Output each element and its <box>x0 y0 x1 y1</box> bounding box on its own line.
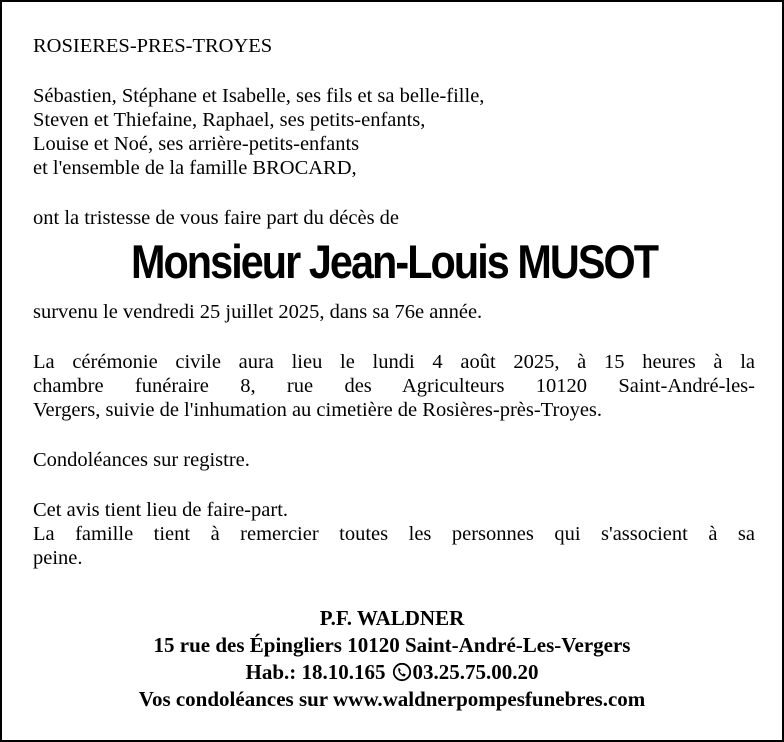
phone-icon <box>392 662 412 682</box>
family-line: Louise et Noé, ses arrière-petits-enfants <box>33 133 360 155</box>
notice-body <box>33 34 755 570</box>
family-block <box>33 84 755 180</box>
funeral-home-footer <box>2 605 782 713</box>
funeral-home-contact <box>2 659 782 686</box>
ceremony-line: Vergers, suivie de l'inhumation au cimetière de Rosières-près-Troyes. <box>33 399 603 421</box>
ceremony-block <box>33 350 755 422</box>
locality-line <box>33 34 755 58</box>
family-line: Steven et Thiefaine, Raphael, ses petits-enfants, <box>33 109 426 131</box>
locality: ROSIERES-PRES-TROYES <box>33 35 273 57</box>
family-line: Sébastien, Stéphane et Isabelle, ses fils et sa belle-fille, <box>33 85 485 107</box>
funeral-home-name: P.F. WALDNER <box>319 606 465 630</box>
condolences: Condoléances sur registre. <box>33 449 250 471</box>
deceased-name: Monsieur Jean-Louis MUSOT <box>130 235 658 288</box>
funeral-home-hours: Hab.: 18.10.165 <box>245 660 386 684</box>
condolences-block <box>33 448 755 472</box>
closing-line: La famille tient à remercier toutes les personnes qui s'associent à sa <box>33 523 755 545</box>
closing-line: peine. <box>33 547 83 569</box>
death-info-block <box>33 300 755 324</box>
funeral-home-website[interactable]: Vos condoléances sur www.waldnerpompesfunebres.com <box>138 687 646 711</box>
ceremony-line: chambre funéraire 8, rue des Agriculteurs 10120 Saint-André-les- <box>33 375 755 397</box>
announcement: ont la tristesse de vous faire part du décès de <box>33 207 400 229</box>
ceremony-line: La cérémonie civile aura lieu le lundi 4 août 2025, à 15 heures à la <box>33 351 755 373</box>
funeral-home-phone: 03.25.75.00.20 <box>412 660 539 684</box>
family-line: et l'ensemble de la famille BROCARD, <box>33 157 357 179</box>
closing-line: Cet avis tient lieu de faire-part. <box>33 499 289 521</box>
funeral-home-address: 15 rue des Épingliers 10120 Saint-André-Les-Vergers <box>153 633 631 657</box>
announcement-block <box>33 206 755 230</box>
death-info: survenu le vendredi 25 juillet 2025, dans sa 76e année. <box>33 301 483 323</box>
closing-block <box>33 498 755 570</box>
